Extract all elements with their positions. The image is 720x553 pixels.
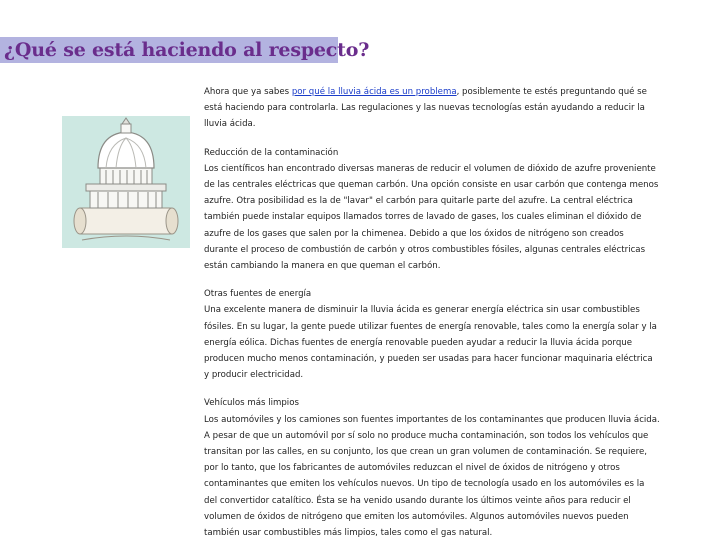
capitol-dome-scroll-icon	[62, 116, 190, 248]
section-body: Una excelente manera de disminuir la lluvia ácida es generar energía eléctrica sin usar combustibles fósiles. En su lugar, la gente puede utilizar fuentes de energía renovable, tales como la energía solar y la energía eólica. Dichas fuentes de energía renovable pueden ayudar a reducir la lluvia ácida porque producen mucho menos contaminación, y pueden ser usadas para hacer funcionar maquinaria eléctrica y producir electricidad.	[204, 305, 657, 381]
intro-text-start: Ahora que ya sabes	[204, 87, 292, 97]
section-body: Los científicos han encontrado diversas maneras de reducir el volumen de dióxido de azufre proveniente de las centrales eléctricas que queman carbón. Una opción consiste en usar carbón que contenga menos azufre. Otra posibilidad es la de "lavar" el carbón para quitarle parte del azufre. La central eléctrica también puede instalar equipos llamados torres de lavado de gases, los cuales eliminan el dióxido de azufre de los gases que salen por la chimenea. Debido a que los óxidos de nitrógeno son creados durante el proceso de combustión de carbón y otros combustibles fósiles, algunas centrales eléctricas están cambiando la manera en que queman el carbón.	[204, 163, 659, 272]
section-other-energy-sources	[204, 286, 660, 383]
problem-link[interactable]: por qué la lluvia ácida es un problema	[291, 87, 457, 97]
title-banner	[0, 37, 370, 63]
section-heading: Otras fuentes de energía	[204, 289, 312, 300]
intro-text-end: , posiblemente te estés preguntando qué se está haciendo para controlarla. Las regulaciones y las nuevas tecnologías están ayudando a reducir la lluvia ácida.	[204, 87, 647, 130]
page-title: ¿Qué se está haciendo al respecto?	[4, 39, 370, 61]
section-cleaner-vehicles	[204, 395, 660, 541]
section-body: Los automóviles y los camiones son fuentes importantes de los contaminantes que producen lluvia ácida. A pesar de que un automóvil por sí solo no produce mucha contaminación, son todos los vehículos que transitan por las calles, en su conjunto, los que crean un gran volumen de contaminación. Se requiere, por lo tanto, que los fabricantes de automóviles reduzcan el nivel de óxidos de nitrógeno y otros contaminantes que emiten los vehículos nuevos. Un tipo de tecnología usado en los automóviles es la del convertidor catalítico. Ésta se ha venido usando durante los últimos veinte años para reducir el volumen de óxidos de nitrógeno que emiten los automóviles. Algunos automóviles nuevos pueden también usar combustibles más limpios, tales como el gas natural.	[204, 414, 660, 539]
section-heading: Vehículos más limpios	[204, 398, 299, 409]
section-heading: Reducción de la contaminación	[204, 147, 339, 158]
section-pollution-reduction	[204, 145, 660, 275]
intro-paragraph	[204, 84, 660, 133]
article-content	[204, 84, 660, 553]
